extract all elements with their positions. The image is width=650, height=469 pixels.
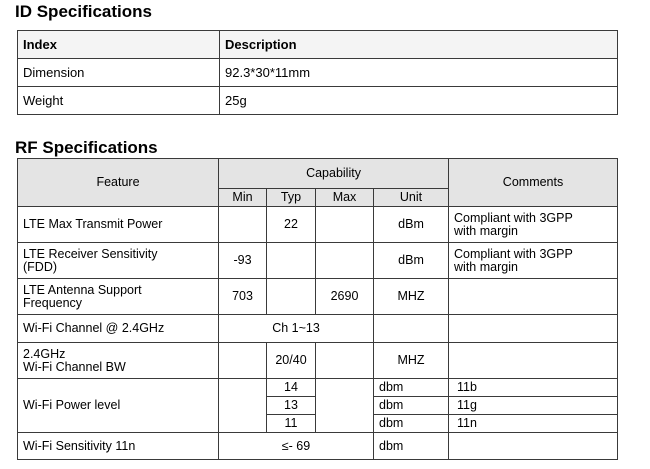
id-specifications-table bbox=[17, 30, 618, 115]
unit-cell: MHZ bbox=[374, 279, 449, 315]
feature-line: Wi-Fi Channel BW bbox=[23, 359, 126, 374]
description-cell: 25g bbox=[220, 87, 618, 115]
min-cell bbox=[219, 379, 267, 433]
table-row bbox=[18, 59, 618, 87]
max-cell bbox=[316, 379, 374, 433]
min-cell: -93 bbox=[219, 243, 267, 279]
table-row bbox=[18, 279, 618, 315]
feature-cell bbox=[18, 343, 219, 379]
typ-cell bbox=[267, 279, 316, 315]
comments-cell: 11b bbox=[449, 379, 618, 397]
comments-cell bbox=[449, 207, 618, 243]
typ-cell: 14 bbox=[267, 379, 316, 397]
unit-cell: MHZ bbox=[374, 343, 449, 379]
index-header: Index bbox=[18, 31, 220, 59]
typ-header: Typ bbox=[267, 189, 316, 207]
unit-cell: dbm bbox=[374, 397, 449, 415]
comments-cell bbox=[449, 343, 618, 379]
feature-cell: LTE Max Transmit Power bbox=[18, 207, 219, 243]
feature-header: Feature bbox=[18, 159, 219, 207]
table-row bbox=[18, 87, 618, 115]
unit-cell: dBm bbox=[374, 207, 449, 243]
comment-line: Compliant with 3GPP bbox=[454, 210, 573, 225]
feature-line: 2.4GHz bbox=[23, 346, 66, 361]
description-cell: 92.3*30*11mm bbox=[220, 59, 618, 87]
typ-cell bbox=[267, 243, 316, 279]
table-header-row bbox=[18, 31, 618, 59]
capability-value-cell: Ch 1~13 bbox=[219, 315, 374, 343]
table-row bbox=[18, 343, 618, 379]
unit-cell: dbm bbox=[374, 433, 449, 460]
typ-cell: 13 bbox=[267, 397, 316, 415]
index-cell: Weight bbox=[18, 87, 220, 115]
max-cell bbox=[316, 343, 374, 379]
unit-header: Unit bbox=[374, 189, 449, 207]
comments-cell bbox=[449, 279, 618, 315]
min-cell bbox=[219, 207, 267, 243]
min-cell: 703 bbox=[219, 279, 267, 315]
feature-line: Frequency bbox=[23, 295, 83, 310]
max-cell: 2690 bbox=[316, 279, 374, 315]
table-header-row bbox=[18, 159, 618, 189]
comment-line: Compliant with 3GPP bbox=[454, 246, 573, 261]
comments-cell: 11n bbox=[449, 415, 618, 433]
feature-cell: Wi-Fi Channel @ 2.4GHz bbox=[18, 315, 219, 343]
typ-cell: 20/40 bbox=[267, 343, 316, 379]
rf-specifications-table bbox=[17, 158, 618, 460]
rf-specifications-heading: RF Specifications bbox=[15, 138, 158, 157]
unit-cell: dbm bbox=[374, 379, 449, 397]
unit-cell bbox=[374, 315, 449, 343]
unit-cell: dbm bbox=[374, 415, 449, 433]
feature-cell bbox=[18, 279, 219, 315]
feature-line: LTE Antenna Support bbox=[23, 282, 142, 297]
index-cell: Dimension bbox=[18, 59, 220, 87]
table-row bbox=[18, 433, 618, 460]
feature-line: (FDD) bbox=[23, 259, 58, 274]
min-header: Min bbox=[219, 189, 267, 207]
feature-cell: Wi-Fi Sensitivity 11n bbox=[18, 433, 219, 460]
min-cell bbox=[219, 343, 267, 379]
description-header: Description bbox=[220, 31, 618, 59]
max-header: Max bbox=[316, 189, 374, 207]
comments-cell bbox=[449, 433, 618, 460]
table-row bbox=[18, 315, 618, 343]
feature-line: LTE Receiver Sensitivity bbox=[23, 246, 158, 261]
comments-cell: 11g bbox=[449, 397, 618, 415]
unit-cell: dBm bbox=[374, 243, 449, 279]
capability-header: Capability bbox=[219, 159, 449, 189]
comments-cell bbox=[449, 315, 618, 343]
comments-header: Comments bbox=[449, 159, 618, 207]
comment-line: with margin bbox=[454, 259, 518, 274]
table-row bbox=[18, 379, 618, 397]
feature-cell: Wi-Fi Power level bbox=[18, 379, 219, 433]
table-row bbox=[18, 207, 618, 243]
max-cell bbox=[316, 243, 374, 279]
typ-cell: 22 bbox=[267, 207, 316, 243]
feature-cell bbox=[18, 243, 219, 279]
max-cell bbox=[316, 207, 374, 243]
typ-cell: 11 bbox=[267, 415, 316, 433]
id-specifications-heading: ID Specifications bbox=[15, 2, 152, 21]
table-row bbox=[18, 243, 618, 279]
comments-cell bbox=[449, 243, 618, 279]
capability-value-cell: ≤- 69 bbox=[219, 433, 374, 460]
comment-line: with margin bbox=[454, 223, 518, 238]
